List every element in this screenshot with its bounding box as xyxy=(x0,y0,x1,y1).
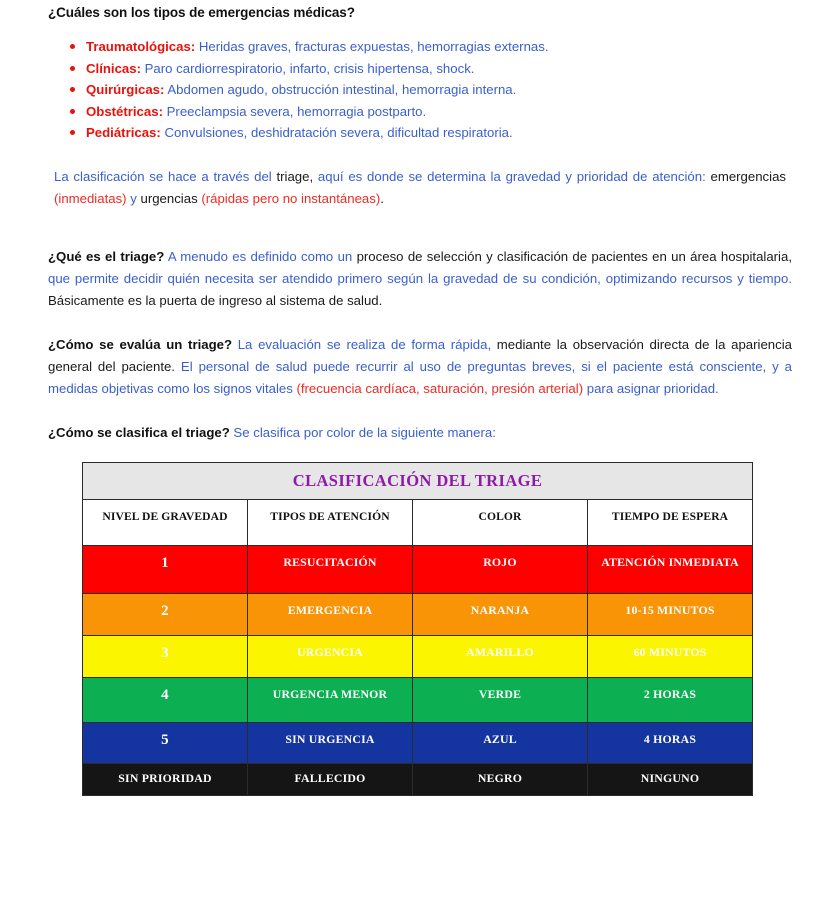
list-item-term: Clínicas: xyxy=(86,60,141,76)
cell-nivel xyxy=(83,763,248,795)
cell-value: VERDE xyxy=(478,686,522,701)
cell-tiempo xyxy=(588,763,753,795)
list-item-term: Traumatológicas: xyxy=(86,39,196,54)
column-header-label: NIVEL DE GRAVEDAD xyxy=(102,509,228,523)
paragraph-como-se-evalua xyxy=(48,312,792,400)
cell-value: 10-15 MINUTOS xyxy=(625,602,715,617)
column-header-nivel xyxy=(83,499,248,545)
cell-color xyxy=(413,635,588,677)
cell-value: RESUCITACIÓN xyxy=(283,554,377,569)
cell-value: 4 xyxy=(161,686,169,703)
cell-value: URGENCIA xyxy=(297,644,363,659)
paragraph-como-se-clasifica xyxy=(48,400,792,444)
list-item-term: Pediátricas: xyxy=(86,125,161,140)
cell-nivel xyxy=(83,545,248,593)
column-header-label: TIEMPO DE ESPERA xyxy=(611,509,729,523)
cell-nivel xyxy=(83,722,248,763)
emergency-types-list xyxy=(48,20,792,144)
text-segment: emergencias xyxy=(710,168,786,184)
cell-value: NEGRO xyxy=(477,770,523,785)
cell-atencion xyxy=(248,677,413,722)
cell-value: EMERGENCIA xyxy=(287,602,373,617)
cell-value: NINGUNO xyxy=(640,770,700,785)
cell-atencion xyxy=(248,763,413,795)
cell-value: AZUL xyxy=(483,731,517,746)
cell-tiempo xyxy=(588,545,753,593)
cell-value: 2 HORAS xyxy=(643,686,697,701)
cell-nivel xyxy=(83,635,248,677)
table-row xyxy=(83,635,753,677)
question-label: ¿Cómo se evalúa un triage? xyxy=(48,336,233,352)
triage-table-container xyxy=(48,444,792,796)
text-segment: que permite decidir quién necesita ser atendido primero según la gravedad de su condición, optimizando recursos y tiempo. xyxy=(48,270,792,286)
text-segment: La evaluación se realiza de forma rápida, xyxy=(232,336,492,352)
list-item-description: Convulsiones, deshidratación severa, dificultad respiratoria. xyxy=(160,125,513,140)
text-segment: (frecuencia cardíaca, saturación, presión arterial) xyxy=(296,380,584,396)
cell-color xyxy=(413,722,588,763)
cell-value: ROJO xyxy=(483,554,517,569)
text-segment: mediante la observación directa de la apariencia general del paciente. xyxy=(48,336,792,374)
table-row xyxy=(83,677,753,722)
text-segment: La clasificación se hace a través del xyxy=(54,168,277,184)
cell-color xyxy=(413,593,588,635)
column-header-label: COLOR xyxy=(478,509,522,523)
cell-nivel xyxy=(83,677,248,722)
list-item xyxy=(48,122,792,144)
list-item-description: Heridas graves, fracturas expuestas, hemorragias externas. xyxy=(195,39,549,54)
cell-tiempo xyxy=(588,722,753,763)
text-segment: A menudo es definido como un xyxy=(164,248,357,264)
paragraph-triage-intro xyxy=(48,144,792,210)
cell-value: 2 xyxy=(161,602,169,619)
column-header-tipos xyxy=(248,499,413,545)
text-segment: (rápidas pero no instantáneas) xyxy=(201,190,381,206)
list-item xyxy=(48,79,792,101)
table-title-cell xyxy=(83,462,753,499)
table-row xyxy=(83,593,753,635)
list-item-description: Preeclampsia severa, hemorragia postparto. xyxy=(162,103,427,119)
triage-classification-table xyxy=(82,462,753,796)
cell-tiempo xyxy=(588,677,753,722)
table-row xyxy=(83,763,753,795)
cell-value: 1 xyxy=(161,554,169,571)
text-segment: triage, xyxy=(276,168,314,184)
cell-value: NARANJA xyxy=(470,602,530,617)
table-title-row xyxy=(83,462,753,499)
cell-color xyxy=(413,677,588,722)
table-row xyxy=(83,545,753,593)
cell-value: 4 HORAS xyxy=(643,731,697,746)
cell-value: 3 xyxy=(161,644,169,661)
bullet-icon xyxy=(70,130,75,135)
question-label: ¿Qué es el triage? xyxy=(48,248,165,264)
cell-value: 5 xyxy=(161,731,169,748)
text-segment: Básicamente es la puerta de ingreso al sistema de salud. xyxy=(48,292,383,308)
cell-value: SIN URGENCIA xyxy=(285,731,375,746)
cell-atencion xyxy=(248,545,413,593)
list-item xyxy=(48,101,792,123)
list-item-term: Quirúrgicas: xyxy=(86,82,165,97)
cell-value: FALLECIDO xyxy=(294,770,366,785)
question-label: ¿Cómo se clasifica el triage? xyxy=(48,424,230,440)
cell-tiempo xyxy=(588,635,753,677)
cell-color xyxy=(413,545,588,593)
list-item xyxy=(48,36,792,58)
table-row xyxy=(83,722,753,763)
bullet-icon xyxy=(70,66,75,71)
cell-atencion xyxy=(248,593,413,635)
cell-value: SIN PRIORIDAD xyxy=(118,770,212,785)
cell-atencion xyxy=(248,635,413,677)
text-segment: para asignar prioridad. xyxy=(583,380,719,396)
cell-value: 60 MINUTOS xyxy=(633,644,707,659)
text-segment: proceso de selección y clasificación de pacientes en un área hospitalaria, xyxy=(356,248,792,264)
cell-value: URGENCIA MENOR xyxy=(272,686,388,701)
text-segment: y xyxy=(126,190,141,206)
cell-tiempo xyxy=(588,593,753,635)
cell-color xyxy=(413,763,588,795)
column-header-label: TIPOS DE ATENCIÓN xyxy=(270,509,390,523)
column-header-color xyxy=(413,499,588,545)
list-item xyxy=(48,58,792,80)
list-item-description: Abdomen agudo, obstrucción intestinal, hemorragia interna. xyxy=(164,82,517,97)
text-segment: Se clasifica por color de la siguiente manera: xyxy=(229,424,496,440)
bullet-icon xyxy=(70,109,75,114)
table-header-row xyxy=(83,499,753,545)
cell-value: AMARILLO xyxy=(466,644,534,659)
text-segment: (inmediatas) xyxy=(54,190,127,206)
table-title: CLASIFICACIÓN DEL TRIAGE xyxy=(292,470,543,490)
column-header-tiempo xyxy=(588,499,753,545)
paragraph-que-es-triage xyxy=(48,210,792,312)
bullet-icon xyxy=(70,44,75,49)
text-segment: El personal de salud puede recurrir al uso de preguntas breves, si el paciente está consciente, y a medidas objetivas como los signos vitales xyxy=(48,358,792,396)
bullet-icon xyxy=(70,87,75,92)
cell-value: ATENCIÓN INMEDIATA xyxy=(601,554,739,569)
page-title: ¿Cuáles son los tipos de emergencias médicas? xyxy=(48,5,355,20)
text-segment: urgencias xyxy=(140,190,202,206)
list-item-description: Paro cardiorrespiratorio, infarto, crisis hipertensa, shock. xyxy=(140,60,475,76)
text-segment: . xyxy=(380,190,384,206)
cell-nivel xyxy=(83,593,248,635)
text-segment: aquí es donde se determina la gravedad y prioridad de atención: xyxy=(313,168,711,184)
list-item-term: Obstétricas: xyxy=(86,103,163,119)
cell-atencion xyxy=(248,722,413,763)
